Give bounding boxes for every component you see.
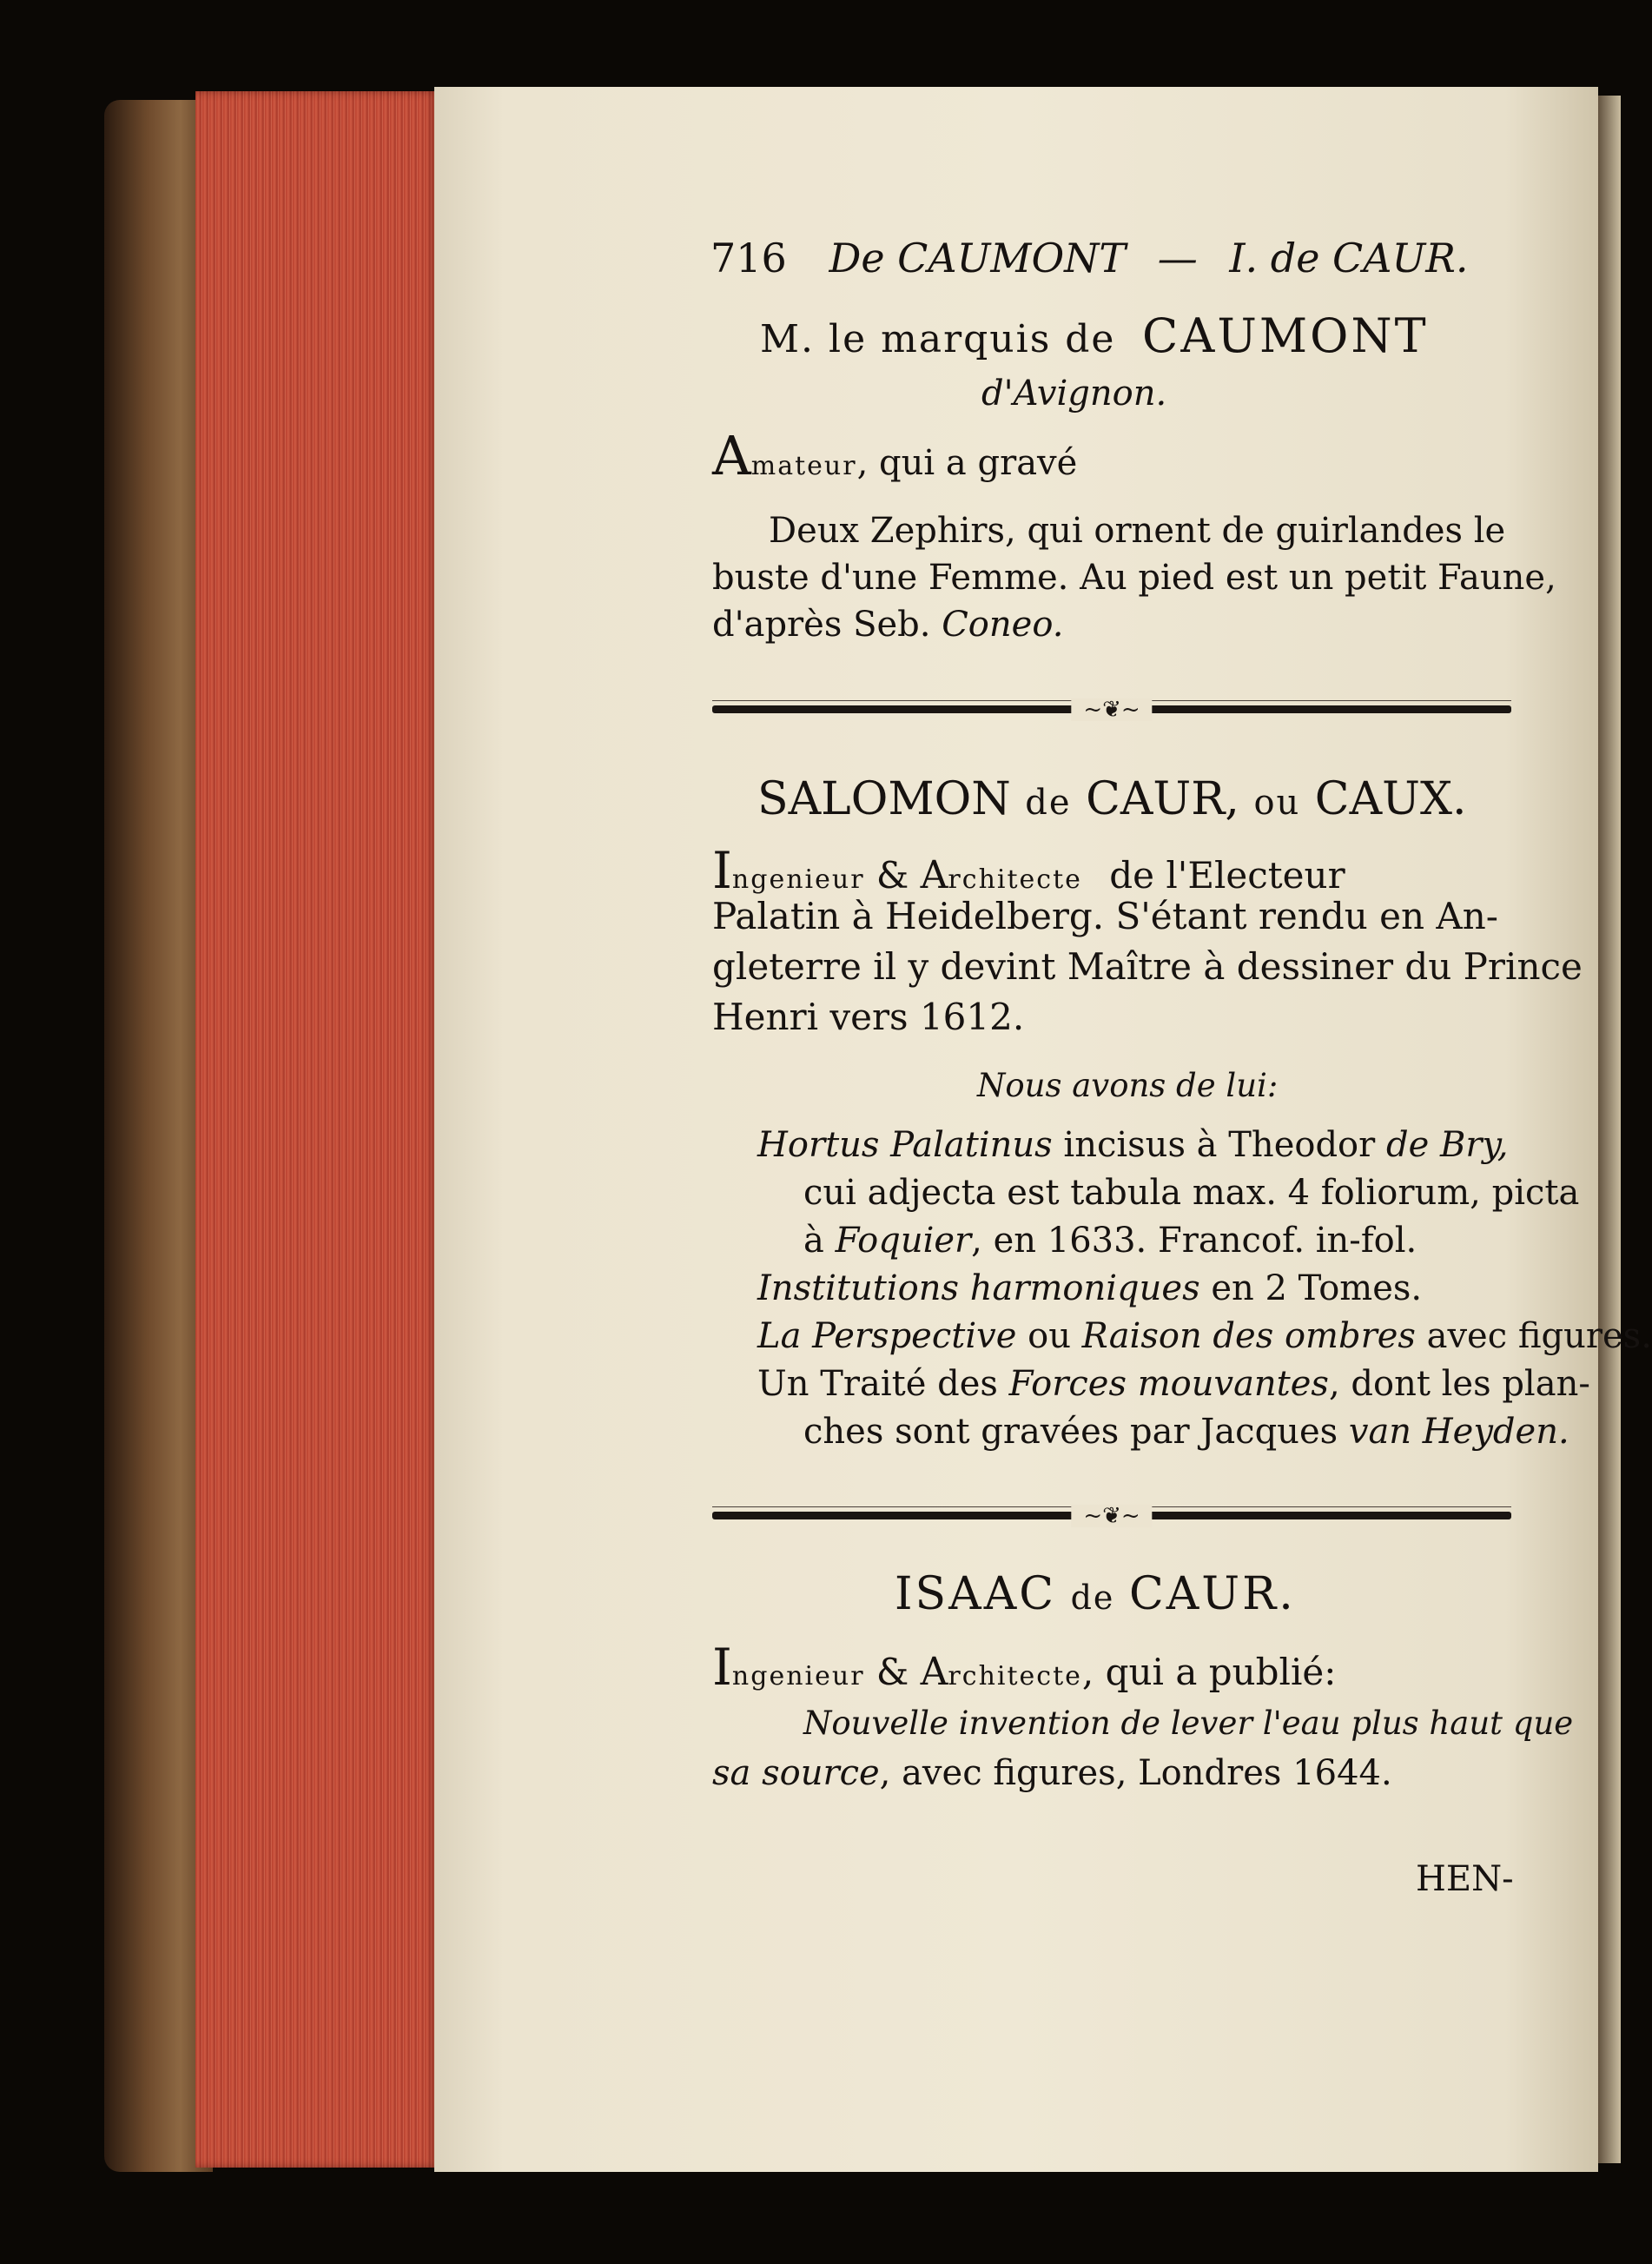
title-smallcaps: rchitecte [948, 1661, 1082, 1691]
heading-name: CAUR. [1128, 1568, 1296, 1620]
text-italic: de Bry, [1385, 1125, 1509, 1165]
text-plain: d'après Seb. [712, 605, 931, 645]
running-head-right: I. de CAUR. [1229, 235, 1469, 281]
entry-origin: d'Avignon. [981, 374, 1167, 414]
page-block-red-edge [195, 91, 439, 2168]
book-page [434, 87, 1652, 2172]
entry-text-line [712, 605, 1063, 645]
running-head-left: De CAUMONT [829, 235, 1127, 281]
works-heading: Nous avons de lui: [977, 1067, 1279, 1104]
work-title: Forces mouvantes [1008, 1364, 1329, 1404]
intro-rest: , qui a gravé [856, 443, 1078, 483]
heading-particle: de [1070, 1579, 1115, 1617]
entry-heading-caumont [760, 308, 1429, 363]
entry-text-line: Deux Zephirs, qui ornent de guirlandes le [769, 511, 1506, 551]
entry-text-line: Henri vers 1612. [712, 996, 1025, 1038]
heading-name: ISAAC [895, 1568, 1057, 1620]
text-plain: à [803, 1221, 836, 1261]
work-title: Institutions harmoniques [757, 1268, 1200, 1308]
title-amp: & [864, 854, 921, 897]
running-head [710, 235, 1469, 281]
entry-text-line: buste d'une Femme. Au pied est un petit Faune, [712, 558, 1556, 598]
heading-name: SALOMON [757, 773, 1011, 825]
drop-initial: I [712, 1638, 732, 1697]
text-plain: ches sont gravées par Jacques [803, 1412, 1349, 1452]
drop-initial: A [712, 424, 751, 487]
drop-initial: I [712, 841, 732, 900]
heading-name: CAUR, [1086, 773, 1254, 825]
work-entry-cont [803, 1412, 1569, 1452]
text-italic: sa source [712, 1753, 880, 1793]
text-italic: Coneo. [942, 605, 1064, 645]
heading-particle: de [1025, 783, 1072, 823]
text-plain: ou [1016, 1316, 1082, 1356]
work-entry-cont: cui adjecta est tabula max. 4 foliorum, picta [803, 1173, 1580, 1213]
entry-title-line [712, 841, 1345, 900]
text-plain: , dont les plan- [1328, 1364, 1590, 1404]
entry-text-line [712, 1753, 1392, 1793]
work-title: Hortus Palatinus [757, 1125, 1053, 1165]
work-entry-cont [803, 1221, 1417, 1261]
text-plain: , avec figures, Londres 1644. [879, 1753, 1392, 1793]
work-entry [757, 1364, 1590, 1404]
title-amp: & [864, 1651, 921, 1693]
entry-text-line: Nouvelle invention de lever l'eau plus haut que [803, 1705, 1574, 1742]
work-title: Raison des ombres [1081, 1316, 1416, 1356]
running-head-dash: — [1157, 235, 1198, 281]
work-entry [757, 1316, 1652, 1356]
work-title: La Perspective [757, 1316, 1017, 1356]
text-plain: , qui a publié: [1081, 1651, 1337, 1693]
text-italic: van Heyden. [1348, 1412, 1569, 1452]
title-smallcaps: ngenieur [731, 1661, 865, 1691]
text-plain: , en 1633. Francof. in-fol. [971, 1221, 1417, 1261]
catchword: HEN- [1416, 1859, 1514, 1899]
text-plain: incisus à Theodor [1052, 1125, 1386, 1165]
entry-heading-name: CAUMONT [1142, 308, 1429, 363]
title-initial: A [920, 1650, 948, 1694]
intro-smallcaps: mateur [750, 451, 857, 481]
text-plain: en 2 Tomes. [1199, 1268, 1423, 1308]
rule-ornament-icon: ~❦~ [1071, 1505, 1152, 1527]
entry-text-line: Palatin à Heidelberg. S'étant rendu en An- [712, 895, 1498, 937]
page-number: 716 [710, 235, 787, 281]
entry-heading-salomon [757, 773, 1467, 825]
heading-name: CAUX. [1300, 773, 1467, 825]
title-initial: A [920, 853, 948, 897]
title-smallcaps: ngenieur [731, 864, 865, 895]
ornamental-rule [712, 1502, 1511, 1529]
entry-title-line [712, 1638, 1336, 1697]
text-plain: avec figures. [1415, 1316, 1652, 1356]
entry-heading-prefix: M. le marquis de [760, 317, 1116, 361]
rule-ornament-icon: ~❦~ [1071, 698, 1152, 721]
text-italic: Foquier [835, 1221, 972, 1261]
title-smallcaps: rchitecte [948, 864, 1082, 895]
entry-text-line: gleterre il y devint Maître à dessiner du Prince [712, 945, 1583, 988]
work-entry [757, 1125, 1508, 1165]
text-plain: de l'Electeur [1109, 854, 1345, 897]
ornamental-rule [712, 696, 1511, 723]
heading-particle: ou [1253, 783, 1301, 823]
work-entry [757, 1268, 1422, 1308]
entry-intro [712, 424, 1078, 487]
entry-heading-isaac [895, 1568, 1296, 1620]
text-plain: Un Traité des [757, 1364, 1009, 1404]
